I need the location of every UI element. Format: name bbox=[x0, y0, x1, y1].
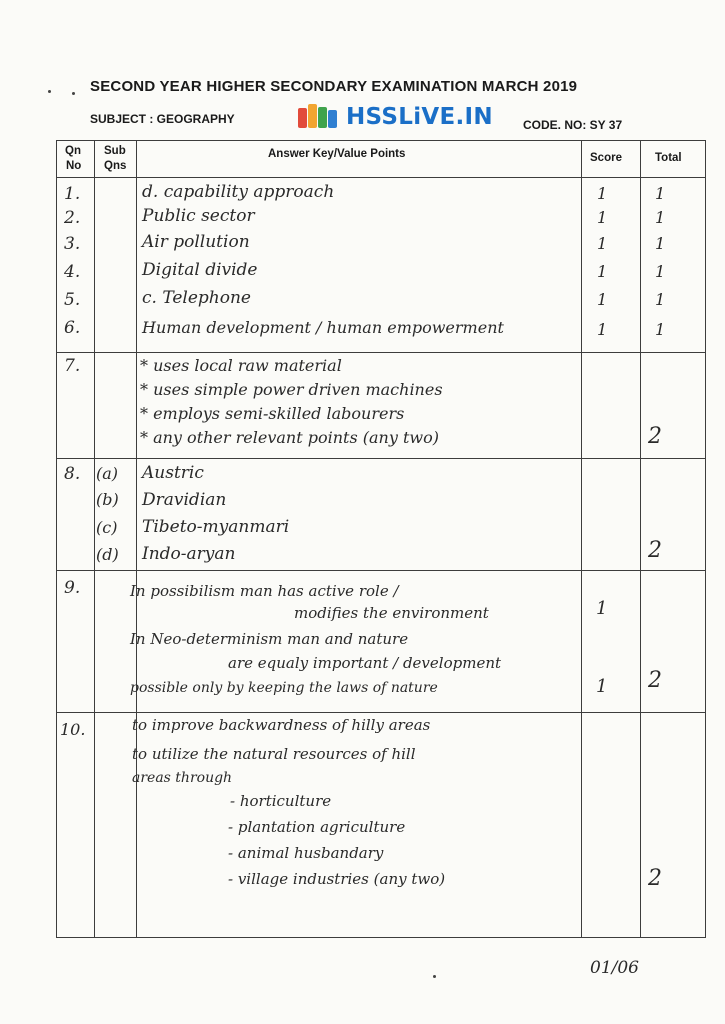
answer-line: * uses simple power driven machines bbox=[140, 380, 443, 399]
answer-line: * uses local raw material bbox=[140, 356, 342, 375]
answer-line: In Neo-determinism man and nature bbox=[130, 630, 409, 648]
answer-line: * employs semi-skilled labourers bbox=[140, 404, 405, 423]
total-value: 2 bbox=[648, 538, 662, 563]
total-value: 2 bbox=[648, 424, 662, 449]
answer-line: Indo-aryan bbox=[142, 544, 236, 564]
header-qn: Qn bbox=[65, 145, 81, 157]
sub-question-label: (d) bbox=[96, 545, 119, 564]
exam-title: SECOND YEAR HIGHER SECONDARY EXAMINATION MARCH 2019 bbox=[90, 78, 578, 95]
total-value: 1 bbox=[655, 234, 666, 253]
page-number: 01/06 bbox=[590, 958, 639, 978]
total-value: 1 bbox=[655, 320, 666, 339]
logo-text: HSSLiVE.IN bbox=[346, 104, 493, 130]
scan-speck bbox=[72, 92, 75, 95]
score-value: 1 bbox=[597, 262, 608, 281]
question-number: 1. bbox=[64, 184, 81, 204]
answer-text: Air pollution bbox=[142, 232, 250, 252]
question-number: 7. bbox=[64, 356, 81, 376]
scan-speck bbox=[433, 975, 436, 978]
answer-text: d. capability approach bbox=[142, 182, 335, 202]
question-number: 6. bbox=[64, 318, 81, 338]
question-number: 5. bbox=[64, 290, 81, 310]
hsslive-logo bbox=[298, 104, 493, 130]
total-value: 1 bbox=[655, 262, 666, 281]
total-value: 2 bbox=[648, 668, 662, 693]
logo-people-icon bbox=[298, 104, 340, 130]
answer-line: Austric bbox=[142, 463, 204, 483]
subject-label: SUBJECT : GEOGRAPHY bbox=[90, 112, 235, 126]
answer-text: Public sector bbox=[142, 206, 255, 226]
answer-line: - village industries (any two) bbox=[228, 870, 446, 888]
answer-line: - animal husbandary bbox=[228, 844, 384, 862]
total-value: 1 bbox=[655, 184, 666, 203]
answer-text: Human development / human empowerment bbox=[142, 318, 504, 337]
table-right-border bbox=[705, 140, 706, 938]
header-total: Total bbox=[655, 152, 682, 164]
total-value: 1 bbox=[655, 208, 666, 227]
answer-line: - horticulture bbox=[230, 792, 332, 810]
total-value: 2 bbox=[648, 866, 662, 891]
score-value: 1 bbox=[596, 598, 608, 619]
question-number: 10. bbox=[60, 720, 86, 739]
answer-line: - plantation agriculture bbox=[228, 818, 406, 836]
score-value: 1 bbox=[597, 208, 608, 227]
exam-code: CODE. NO: SY 37 bbox=[523, 118, 623, 132]
answer-line: Tibeto-myanmari bbox=[142, 517, 290, 537]
answer-line: areas through bbox=[132, 770, 233, 786]
total-value: 1 bbox=[655, 290, 666, 309]
table-top-border bbox=[56, 140, 706, 141]
answer-line: are equaly important / development bbox=[228, 654, 502, 672]
score-value: 1 bbox=[596, 676, 608, 697]
sub-question-label: (b) bbox=[96, 490, 119, 509]
qn-column-divider bbox=[94, 140, 95, 938]
score-column-divider bbox=[581, 140, 582, 938]
answer-line: modifies the environment bbox=[294, 604, 489, 622]
header-answer: Answer Key/Value Points bbox=[268, 148, 406, 160]
table-bottom-border bbox=[56, 937, 706, 938]
row-divider-8 bbox=[56, 458, 706, 459]
sub-question-label: (c) bbox=[96, 518, 118, 537]
question-number: 8. bbox=[64, 464, 81, 484]
answer-line: Dravidian bbox=[142, 490, 227, 510]
total-column-divider bbox=[640, 140, 641, 938]
question-number: 2. bbox=[64, 208, 81, 228]
answer-line: In possibilism man has active role / bbox=[130, 582, 399, 600]
row-divider-7 bbox=[56, 352, 706, 353]
question-number: 3. bbox=[64, 234, 81, 254]
score-value: 1 bbox=[597, 320, 608, 339]
scan-speck bbox=[48, 90, 51, 93]
answer-text: c. Telephone bbox=[142, 288, 251, 308]
table-left-border bbox=[56, 140, 57, 938]
header-sub: Sub bbox=[104, 145, 126, 157]
header-score: Score bbox=[590, 152, 622, 164]
sub-question-label: (a) bbox=[96, 464, 119, 483]
sub-column-divider bbox=[136, 140, 137, 938]
score-value: 1 bbox=[597, 290, 608, 309]
score-value: 1 bbox=[597, 234, 608, 253]
score-value: 1 bbox=[597, 184, 608, 203]
answer-line: possible only by keeping the laws of nature bbox=[130, 680, 438, 696]
question-number: 9. bbox=[64, 578, 81, 598]
row-divider-10 bbox=[56, 712, 706, 713]
header-no: No bbox=[66, 160, 82, 172]
question-number: 4. bbox=[64, 262, 81, 282]
answer-line: * any other relevant points (any two) bbox=[140, 428, 439, 447]
header-divider bbox=[56, 177, 706, 178]
row-divider-9 bbox=[56, 570, 706, 571]
answer-text: Digital divide bbox=[142, 260, 258, 280]
header-qns: Qns bbox=[104, 160, 127, 172]
answer-line: to utilize the natural resources of hill bbox=[132, 745, 416, 763]
answer-line: to improve backwardness of hilly areas bbox=[132, 716, 431, 734]
